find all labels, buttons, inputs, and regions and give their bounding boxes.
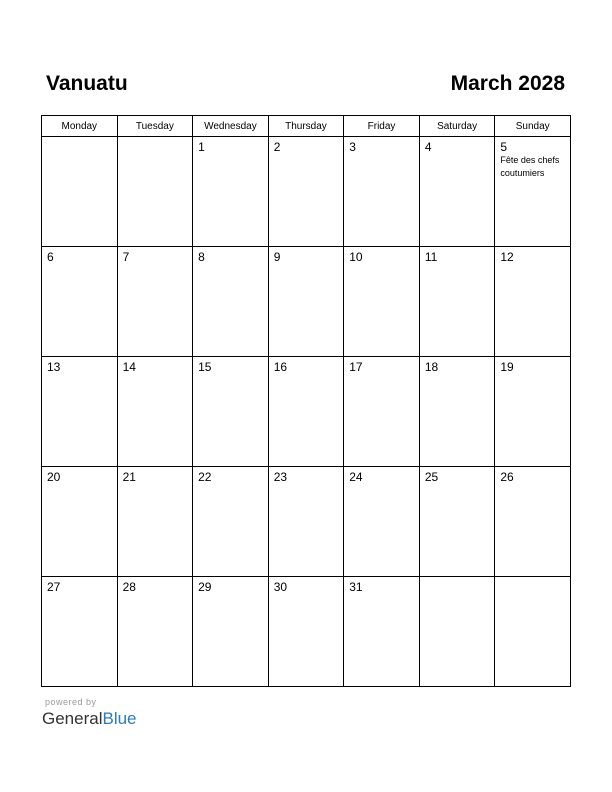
- calendar-day-cell: [117, 577, 193, 687]
- calendar-day-cell: [193, 247, 269, 357]
- calendar-day-cell: [419, 467, 495, 577]
- day-number: 19: [500, 360, 514, 374]
- calendar-day-cell: [419, 137, 495, 247]
- calendar-day-cell: [419, 577, 495, 687]
- day-number: 6: [47, 250, 54, 264]
- calendar-day-cell: [344, 577, 420, 687]
- day-number: [42, 137, 117, 154]
- day-number: 22: [198, 470, 212, 484]
- holiday-label: Fête des chefs coutumiers: [500, 155, 560, 178]
- calendar-day-cell: [42, 137, 118, 247]
- calendar-day-cell: [495, 247, 571, 357]
- calendar-day-cell: [419, 247, 495, 357]
- calendar-week-row: [42, 357, 571, 467]
- day-number: 17: [349, 360, 363, 374]
- day-number: 26: [500, 470, 514, 484]
- brand-name-part2: Blue: [102, 709, 137, 728]
- day-number: 10: [349, 250, 363, 264]
- calendar-day-cell: [268, 357, 344, 467]
- calendar-day-cell: [344, 467, 420, 577]
- day-number: 13: [47, 360, 61, 374]
- calendar-day-cell: [344, 137, 420, 247]
- calendar-day-cell: [344, 247, 420, 357]
- calendar-body: [42, 137, 571, 687]
- day-number: 30: [273, 580, 288, 594]
- day-number: 4: [424, 140, 432, 154]
- day-number: 25: [424, 470, 439, 484]
- day-number: 24: [349, 470, 363, 484]
- calendar-day-cell: [268, 577, 344, 687]
- day-number: 5: [500, 140, 508, 154]
- calendar-day-cell: [42, 247, 118, 357]
- day-number: 8: [198, 250, 205, 264]
- calendar-day-cell: [117, 247, 193, 357]
- footer-branding: [42, 697, 137, 730]
- calendar-day-cell: [344, 357, 420, 467]
- weekday-header: Friday: [344, 116, 420, 137]
- calendar-week-row: [42, 577, 571, 687]
- day-number: 18: [424, 360, 439, 374]
- day-number: 11: [424, 250, 438, 264]
- calendar-day-cell: [495, 357, 571, 467]
- weekday-header-row: [42, 116, 571, 137]
- calendar-day-cell: [419, 357, 495, 467]
- calendar-day-cell: [117, 357, 193, 467]
- calendar-week-row: [42, 137, 571, 247]
- calendar-day-cell: [42, 577, 118, 687]
- day-number: 14: [122, 360, 136, 374]
- day-number: 20: [47, 470, 61, 484]
- calendar-day-cell: [193, 577, 269, 687]
- calendar-day-cell: [495, 577, 571, 687]
- day-number: 29: [198, 580, 212, 594]
- day-number: 9: [273, 250, 281, 264]
- calendar-week-row: [42, 247, 571, 357]
- day-number: 27: [47, 580, 61, 594]
- day-number: [495, 577, 570, 594]
- calendar-day-cell: [268, 467, 344, 577]
- weekday-header: Monday: [42, 116, 118, 137]
- day-number: [118, 137, 193, 154]
- calendar-day-cell: [193, 137, 269, 247]
- brand-name-part1: General: [42, 709, 103, 728]
- day-number: 21: [122, 470, 136, 484]
- day-number: 31: [349, 580, 363, 594]
- day-number: 28: [122, 580, 136, 594]
- calendar-day-cell: [495, 467, 571, 577]
- weekday-header: Wednesday: [193, 116, 269, 137]
- calendar-week-row: [42, 467, 571, 577]
- day-number: 12: [500, 250, 514, 264]
- day-number: 15: [198, 360, 212, 374]
- weekday-header: Thursday: [268, 116, 344, 137]
- day-number: 23: [273, 470, 288, 484]
- calendar-day-cell: [42, 467, 118, 577]
- day-number: [420, 577, 495, 594]
- calendar-grid: [41, 115, 571, 687]
- calendar-day-cell: [42, 357, 118, 467]
- powered-by-text: powered by: [45, 697, 97, 707]
- weekday-header: Sunday: [495, 116, 571, 137]
- weekday-header: Tuesday: [117, 116, 193, 137]
- day-number: 2: [273, 140, 281, 154]
- calendar-day-cell: [268, 247, 344, 357]
- weekday-header: Saturday: [419, 116, 495, 137]
- day-number: 1: [198, 140, 205, 154]
- day-number: 16: [273, 360, 288, 374]
- calendar-day-cell: [268, 137, 344, 247]
- brand-logo: [42, 708, 137, 730]
- calendar-day-cell: [193, 467, 269, 577]
- calendar-day-cell: [193, 357, 269, 467]
- country-title: Vanuatu: [46, 72, 128, 95]
- calendar-day-cell: [117, 467, 193, 577]
- calendar-day-cell: [117, 137, 193, 247]
- month-year-title: March 2028: [450, 72, 565, 95]
- day-number: 3: [349, 140, 356, 154]
- calendar-day-cell: [495, 137, 571, 247]
- day-number: 7: [122, 250, 130, 264]
